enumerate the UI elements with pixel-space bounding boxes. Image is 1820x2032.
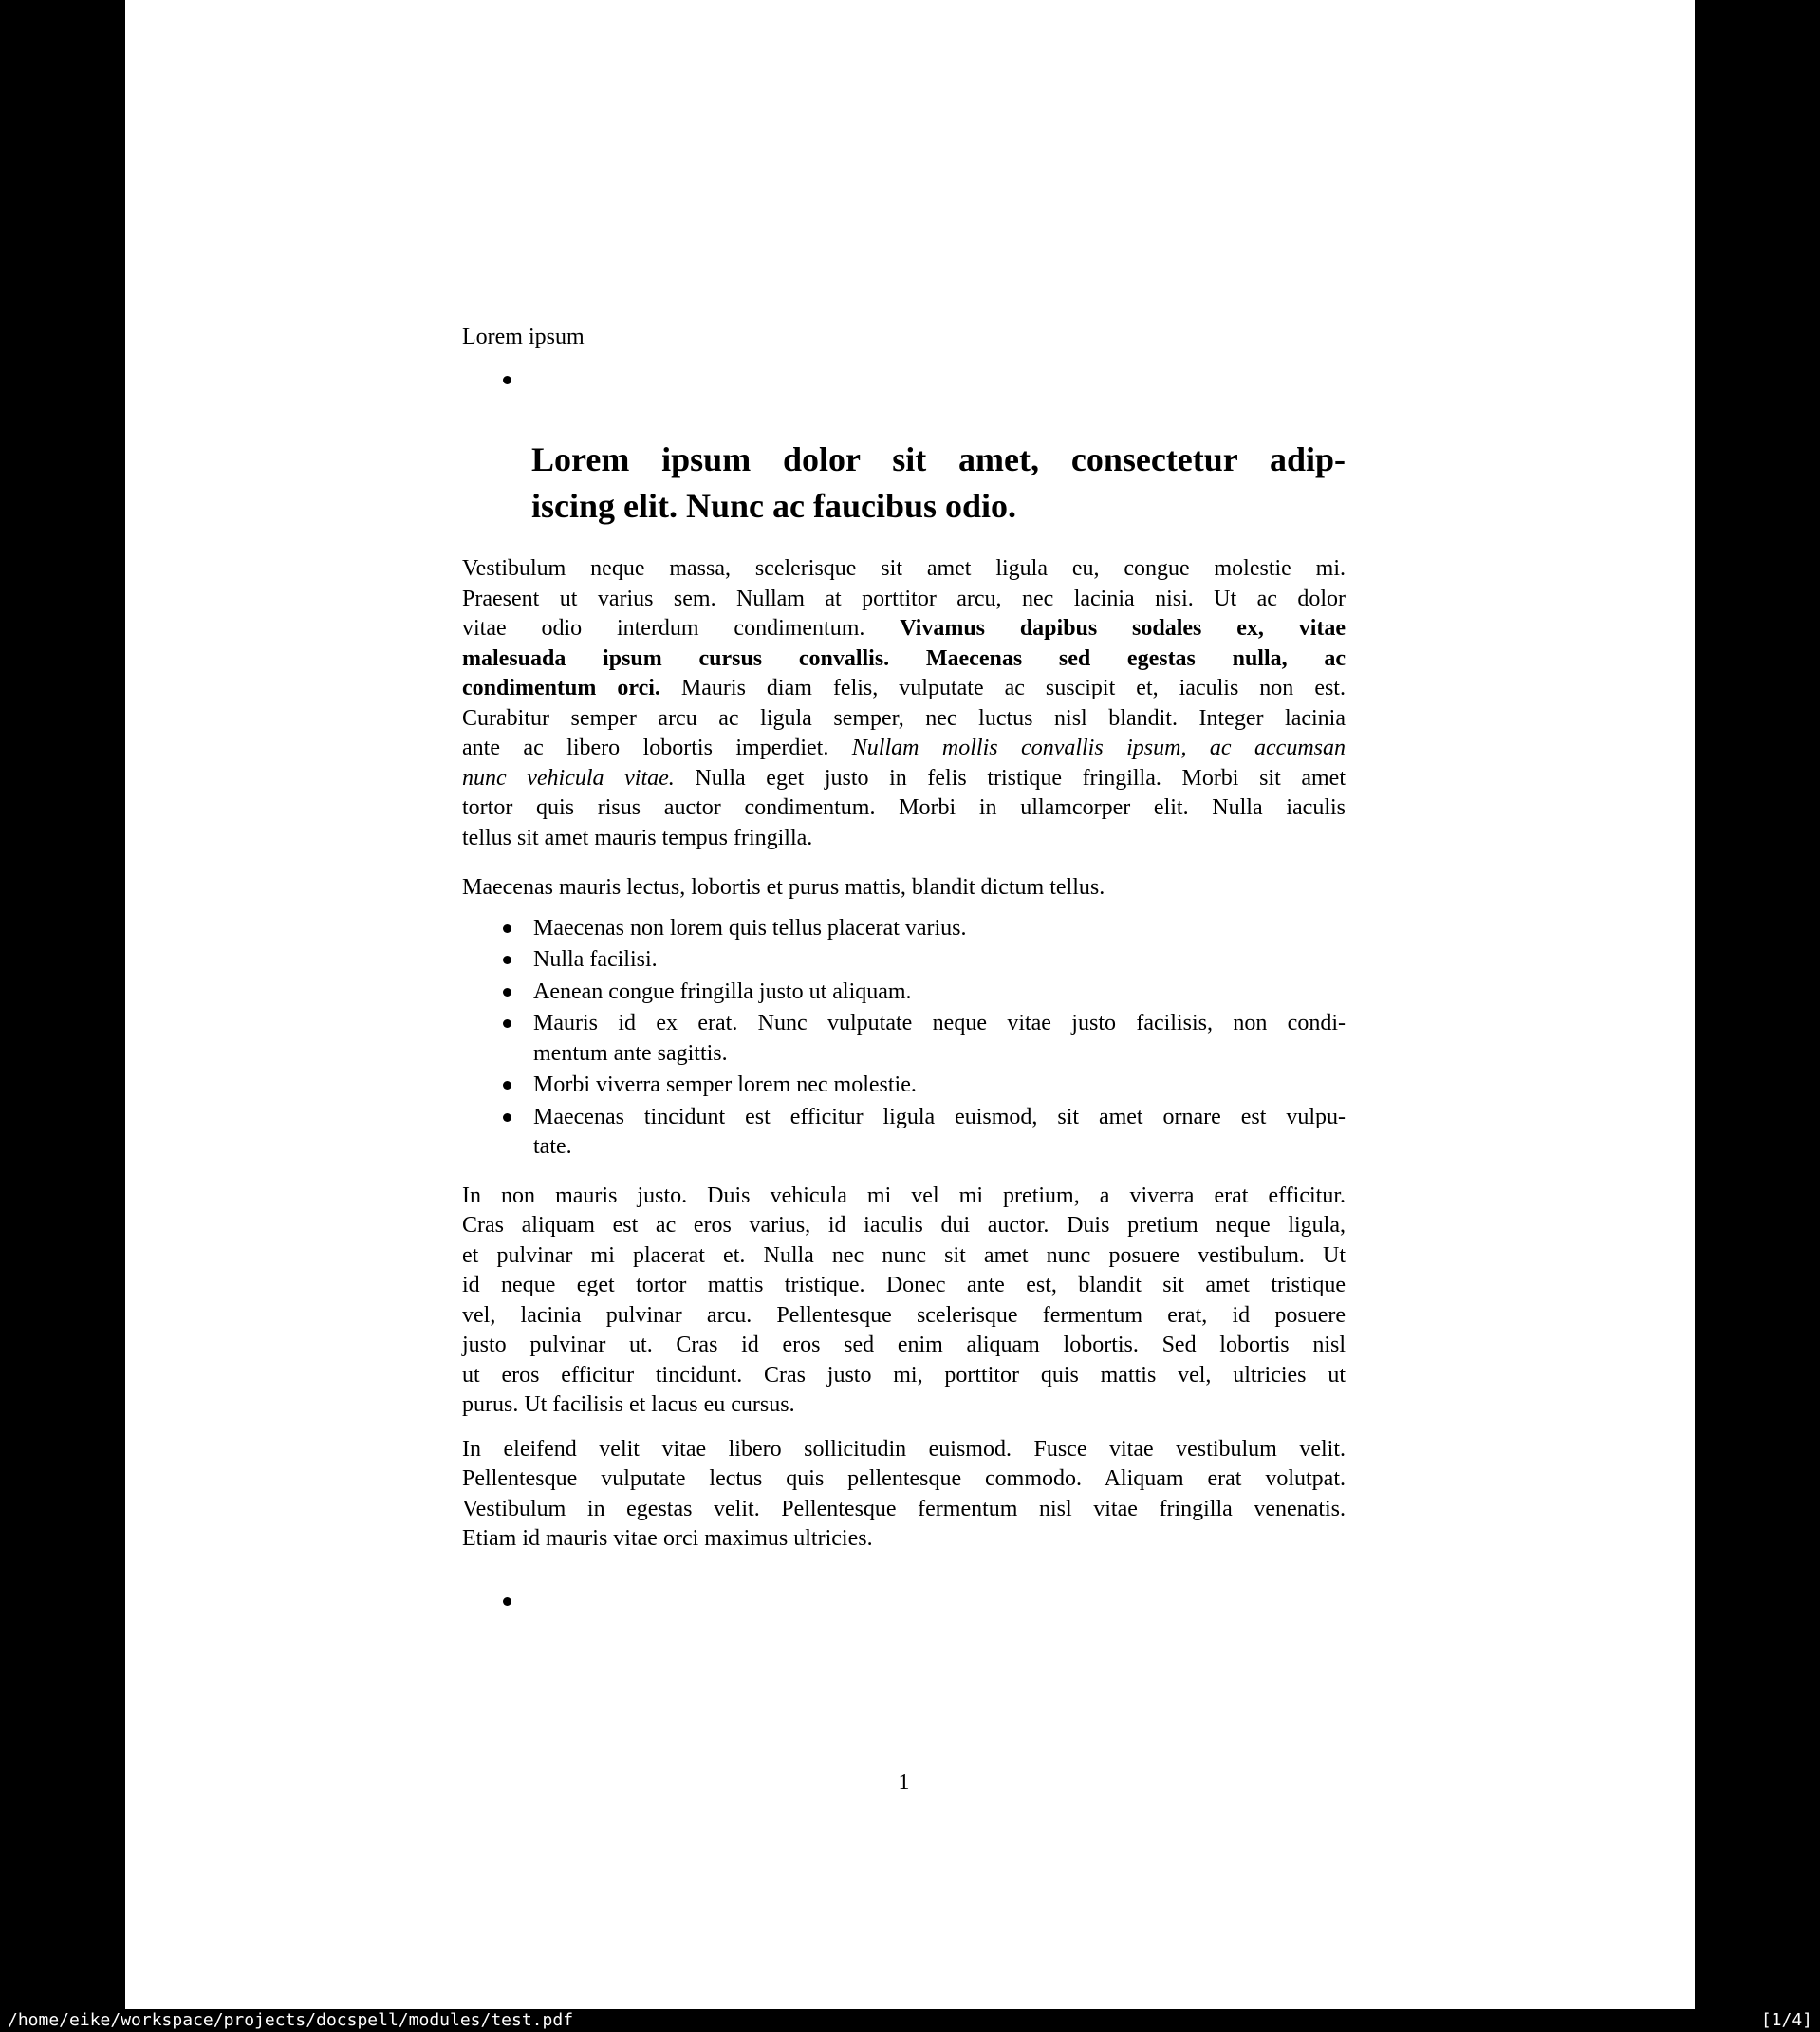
text-line xyxy=(533,1132,1346,1163)
bullet-marker-icon xyxy=(503,376,511,384)
text-segment: Vestibulum neque massa, scelerisque sit amet ligula eu, congue molestie mi. xyxy=(462,556,1346,581)
list-item xyxy=(462,1103,1346,1163)
section-heading xyxy=(531,437,1346,530)
text-segment: Mauris id ex erat. Nunc vulputate neque vitae justo facilisis, non condi- xyxy=(533,1011,1346,1035)
text-segment: mentum ante sagittis. xyxy=(533,1040,728,1066)
text-line xyxy=(462,734,1346,764)
bullet-marker-icon xyxy=(503,1019,511,1028)
empty-bullet-item xyxy=(462,364,1346,395)
text-segment: Maecenas non lorem quis tellus placerat varius. xyxy=(533,915,967,941)
text-segment: In non mauris justo. Duis vehicula mi vel mi pretium, a viverra erat efficitur. xyxy=(462,1183,1346,1208)
text-line xyxy=(462,873,1346,904)
paragraph xyxy=(462,1182,1346,1421)
text-line xyxy=(462,1331,1346,1361)
text-line xyxy=(533,1039,1346,1070)
text-segment: Vivamus dapibus sodales ex, vitae xyxy=(900,616,1346,641)
text-line xyxy=(462,1211,1346,1241)
text-line xyxy=(531,437,1346,483)
text-segment: iscing elit. Nunc ac faucibus odio. xyxy=(531,487,1017,525)
bullet-marker-icon xyxy=(503,1113,511,1122)
paragraph xyxy=(462,1435,1346,1555)
page-number: 1 xyxy=(898,1770,910,1795)
text-segment: Cras aliquam est ac eros varius, id iaculis dui auctor. Duis pretium neque ligula, xyxy=(462,1213,1346,1238)
text-line xyxy=(462,764,1346,794)
text-segment: Lorem ipsum xyxy=(462,325,585,349)
list-item xyxy=(462,945,1346,976)
text-segment: condimentum orci. xyxy=(462,676,681,700)
bullet-list xyxy=(462,914,1346,1163)
list-item xyxy=(462,1071,1346,1101)
text-segment: Mauris diam felis, vulputate ac suscipit et, iaculis non est. xyxy=(680,676,1346,700)
text-line xyxy=(462,793,1346,824)
text-segment: Vestibulum in egestas velit. Pellentesque fermentum nisl vitae fringilla venenatis. xyxy=(462,1496,1346,1521)
text-line xyxy=(462,1390,1346,1421)
text-segment: et pulvinar mi placerat et. Nulla nec nunc sit amet nunc posuere vestibulum. Ut xyxy=(462,1242,1346,1268)
text-segment: ante ac libero lobortis imperdiet. xyxy=(462,736,852,760)
text-segment: ut eros efficitur tincidunt. Cras justo mi, porttitor quis mattis vel, ultricies ut xyxy=(462,1362,1346,1388)
document-content xyxy=(462,0,1346,1616)
text-line xyxy=(462,322,1346,352)
text-segment: tellus sit amet mauris tempus fringilla. xyxy=(462,825,813,850)
pdf-page[interactable] xyxy=(125,0,1695,2009)
text-segment: Etiam id mauris vitae orci maximus ultricies. xyxy=(462,1526,873,1551)
list-item-text xyxy=(533,978,1346,1008)
text-segment: Lorem ipsum dolor sit amet, consectetur adip- xyxy=(531,440,1346,478)
text-line xyxy=(533,1009,1346,1039)
text-line xyxy=(462,704,1346,735)
text-segment: Nulla eget justo in felis tristique fringilla. Morbi sit amet xyxy=(674,765,1346,791)
text-line xyxy=(462,1301,1346,1332)
text-segment: Curabitur semper arcu ac ligula semper, nec luctus nisl blandit. Integer lacinia xyxy=(462,705,1346,731)
text-line xyxy=(462,585,1346,615)
text-line xyxy=(531,483,1346,530)
text-line xyxy=(533,1103,1346,1133)
text-line xyxy=(462,1182,1346,1212)
text-segment: purus. Ut facilisis et lacus eu cursus. xyxy=(462,1392,795,1417)
statusbar-page-indicator: [1/4] xyxy=(1760,2010,1812,2030)
text-segment: id neque eget tortor mattis tristique. Donec ante est, blandit sit amet tristique xyxy=(462,1273,1346,1297)
text-segment: Maecenas tincidunt est efficitur ligula euismod, sit amet ornare est vulpu- xyxy=(533,1104,1346,1129)
text-line xyxy=(462,1464,1346,1495)
list-item xyxy=(462,914,1346,944)
text-line xyxy=(462,614,1346,644)
text-line xyxy=(462,1361,1346,1391)
text-line xyxy=(462,1241,1346,1272)
text-segment: Aenean congue fringilla justo ut aliquam. xyxy=(533,979,912,1004)
text-line xyxy=(533,1071,1346,1101)
list-item-text xyxy=(533,1103,1346,1163)
text-segment: In eleifend velit vitae libero sollicitudin euismod. Fusce vitae vestibulum velit. xyxy=(462,1436,1346,1462)
text-segment: Maecenas mauris lectus, lobortis et purus mattis, blandit dictum tellus. xyxy=(462,875,1105,900)
list-item-text xyxy=(533,914,1346,944)
bullet-marker-icon xyxy=(503,1597,511,1606)
text-segment: justo pulvinar ut. Cras id eros sed enim aliquam lobortis. Sed lobortis nisl xyxy=(462,1333,1346,1357)
empty-bullet-item xyxy=(462,1586,1346,1616)
bullet-marker-icon xyxy=(503,988,511,997)
text-line xyxy=(462,674,1346,704)
bullet-marker-icon xyxy=(503,1081,511,1090)
bullet-marker-icon xyxy=(503,956,511,964)
text-line xyxy=(462,554,1346,585)
text-segment: tate. xyxy=(533,1134,572,1159)
list-item xyxy=(462,1009,1346,1069)
list-item xyxy=(462,978,1346,1008)
text-line xyxy=(462,824,1346,854)
text-segment: Nulla facilisi. xyxy=(533,947,658,972)
text-segment: Praesent ut varius sem. Nullam at porttitor arcu, nec lacinia nisi. Ut ac dolor xyxy=(462,586,1346,611)
text-segment: vitae odio interdum condimentum. xyxy=(462,616,901,641)
list-item-text xyxy=(533,1071,1346,1101)
list-item-text xyxy=(533,1009,1346,1069)
text-line xyxy=(462,1435,1346,1465)
text-segment: tortor quis risus auctor condimentum. Morbi in ullamcorper elit. Nulla iaculis xyxy=(462,795,1346,820)
paragraph xyxy=(462,554,1346,853)
intro-line xyxy=(462,322,1346,352)
paragraph xyxy=(462,873,1346,904)
text-line xyxy=(533,978,1346,1008)
bullet-marker-icon xyxy=(503,924,511,933)
statusbar xyxy=(0,2009,1820,2032)
text-segment: Pellentesque vulputate lectus quis pellentesque commodo. Aliquam erat volutpat. xyxy=(462,1466,1346,1491)
text-segment: vel, lacinia pulvinar arcu. Pellentesque scelerisque fermentum erat, id posuere xyxy=(462,1302,1346,1328)
text-line xyxy=(462,1524,1346,1555)
list-item-text xyxy=(533,945,1346,976)
statusbar-file-path: /home/eike/workspace/projects/docspell/modules/test.pdf xyxy=(8,2010,574,2030)
text-line xyxy=(462,1495,1346,1525)
text-line xyxy=(462,1271,1346,1301)
text-line xyxy=(462,644,1346,675)
text-segment: nunc vehicula vitae. xyxy=(462,765,675,791)
text-segment: Nullam mollis convallis ipsum, ac accumsan xyxy=(851,736,1346,760)
text-segment: Morbi viverra semper lorem nec molestie. xyxy=(533,1072,917,1097)
text-segment: malesuada ipsum cursus convallis. Maecenas sed egestas nulla, ac xyxy=(462,645,1346,671)
text-line xyxy=(533,914,1346,944)
text-line xyxy=(533,945,1346,976)
